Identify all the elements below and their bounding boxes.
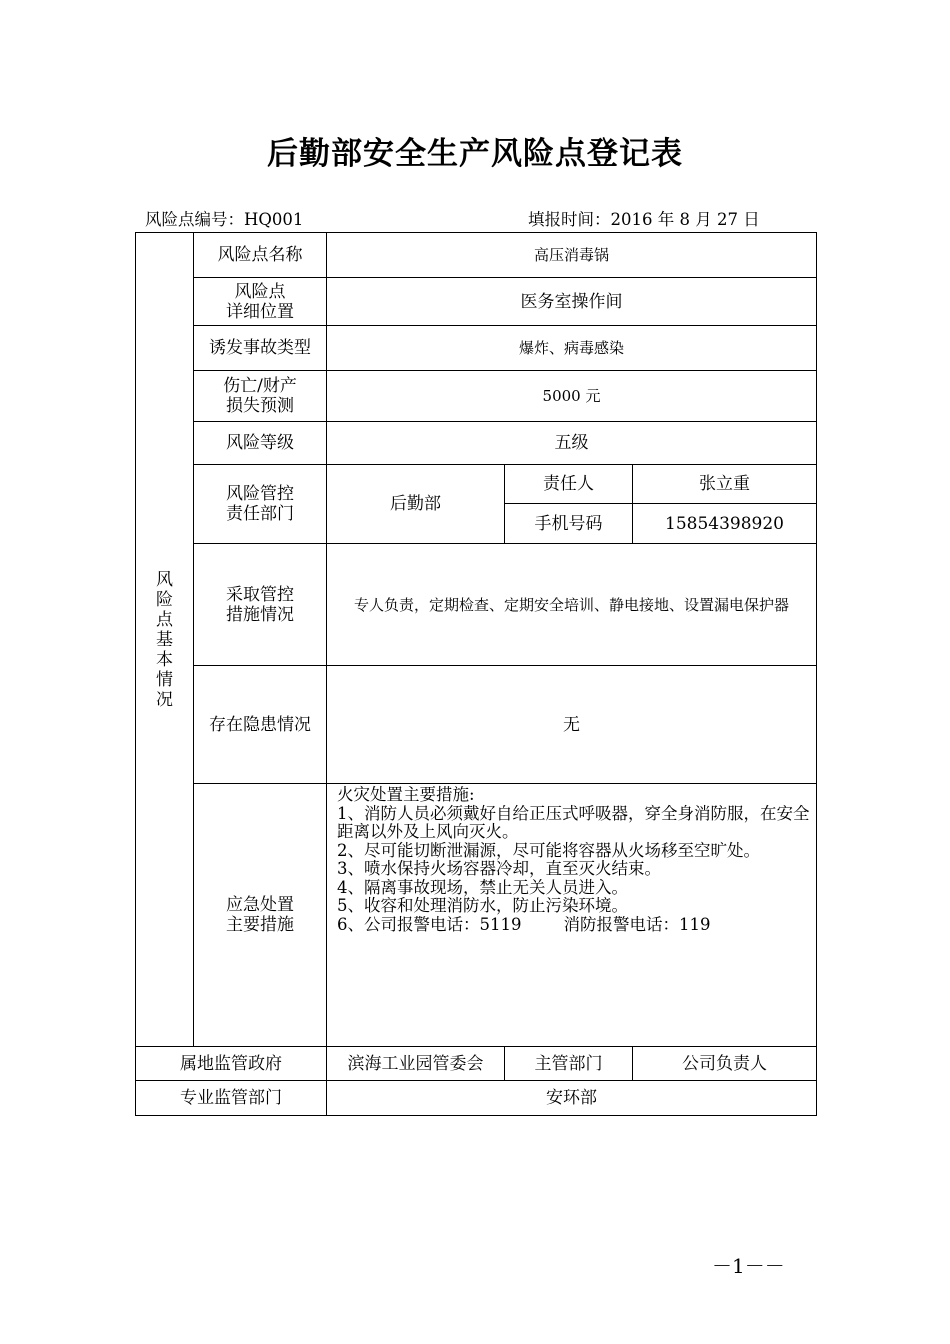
local-gov-label: 属地监管政府 (136, 1047, 327, 1081)
location-label: 风险点 详细位置 (194, 278, 327, 326)
measures-label: 采取管控 措施情况 (194, 544, 327, 666)
hazards-value: 无 (327, 666, 817, 784)
dept-label: 主管部门 (505, 1047, 633, 1081)
fill-date: 填报时间：2016 年 8 月 27 日 (528, 210, 760, 229)
responsible-person-label: 责任人 (505, 465, 633, 504)
pro-supervision-value: 安环部 (327, 1081, 817, 1116)
hazards-label: 存在隐患情况 (194, 666, 327, 784)
emergency-line: 1、消防人员必须戴好自给正压式呼吸器，穿全身消防服，在安全距离以外及上风向灭火。 (337, 803, 810, 841)
risk-level-value: 五级 (327, 422, 817, 465)
name-value: 高压消毒锅 (327, 233, 817, 278)
emergency-line: 3、喷水保持火场容器冷却，直至灭火结束。 (337, 859, 661, 878)
local-gov-value: 滨海工业园管委会 (327, 1047, 505, 1081)
risk-level-label: 风险等级 (194, 422, 327, 465)
risk-registration-form (135, 232, 817, 1116)
page-number: －1－－ (712, 1254, 785, 1278)
company-head-label: 公司负责人 (633, 1047, 817, 1081)
name-label: 风险点名称 (194, 233, 327, 278)
measures-value: 专人负责，定期检查、定期安全培训、静电接地、设置漏电保护器 (327, 544, 817, 666)
phone-label: 手机号码 (505, 504, 633, 544)
phone-value: 15854398920 (633, 504, 817, 544)
risk-code: 风险点编号：HQ001 (145, 210, 304, 229)
emergency-line: 6、公司报警电话：5119 消防报警电话：119 (337, 914, 711, 934)
control-dept-label: 风险管控 责任部门 (194, 465, 327, 544)
emergency-line: 5、收容和处理消防水，防止污染环境。 (337, 896, 628, 915)
basic-info-side-label: 风 险 点 基 本 情 况 (136, 233, 194, 1047)
pro-supervision-label: 专业监管部门 (136, 1081, 327, 1116)
emergency-measures (327, 784, 817, 1047)
location-value: 医务室操作间 (327, 278, 817, 326)
emergency-line: 火灾处置主要措施: (337, 785, 475, 804)
responsible-person-value: 张立重 (633, 465, 817, 504)
accident-type-value: 爆炸、病毒感染 (327, 326, 817, 371)
loss-value: 5000 元 (327, 371, 817, 422)
emergency-line: 4、隔离事故现场，禁止无关人员进入。 (337, 877, 628, 897)
control-dept-value: 后勤部 (327, 465, 505, 544)
document-title: 后勤部安全生产风险点登记表 (267, 136, 683, 172)
loss-label: 伤亡/财产 损失预测 (194, 371, 327, 422)
emergency-line: 2、尽可能切断泄漏源，尽可能将容器从火场移至空旷处。 (337, 840, 760, 860)
emergency-label: 应急处置 主要措施 (194, 784, 327, 1047)
accident-type-label: 诱发事故类型 (194, 326, 327, 371)
